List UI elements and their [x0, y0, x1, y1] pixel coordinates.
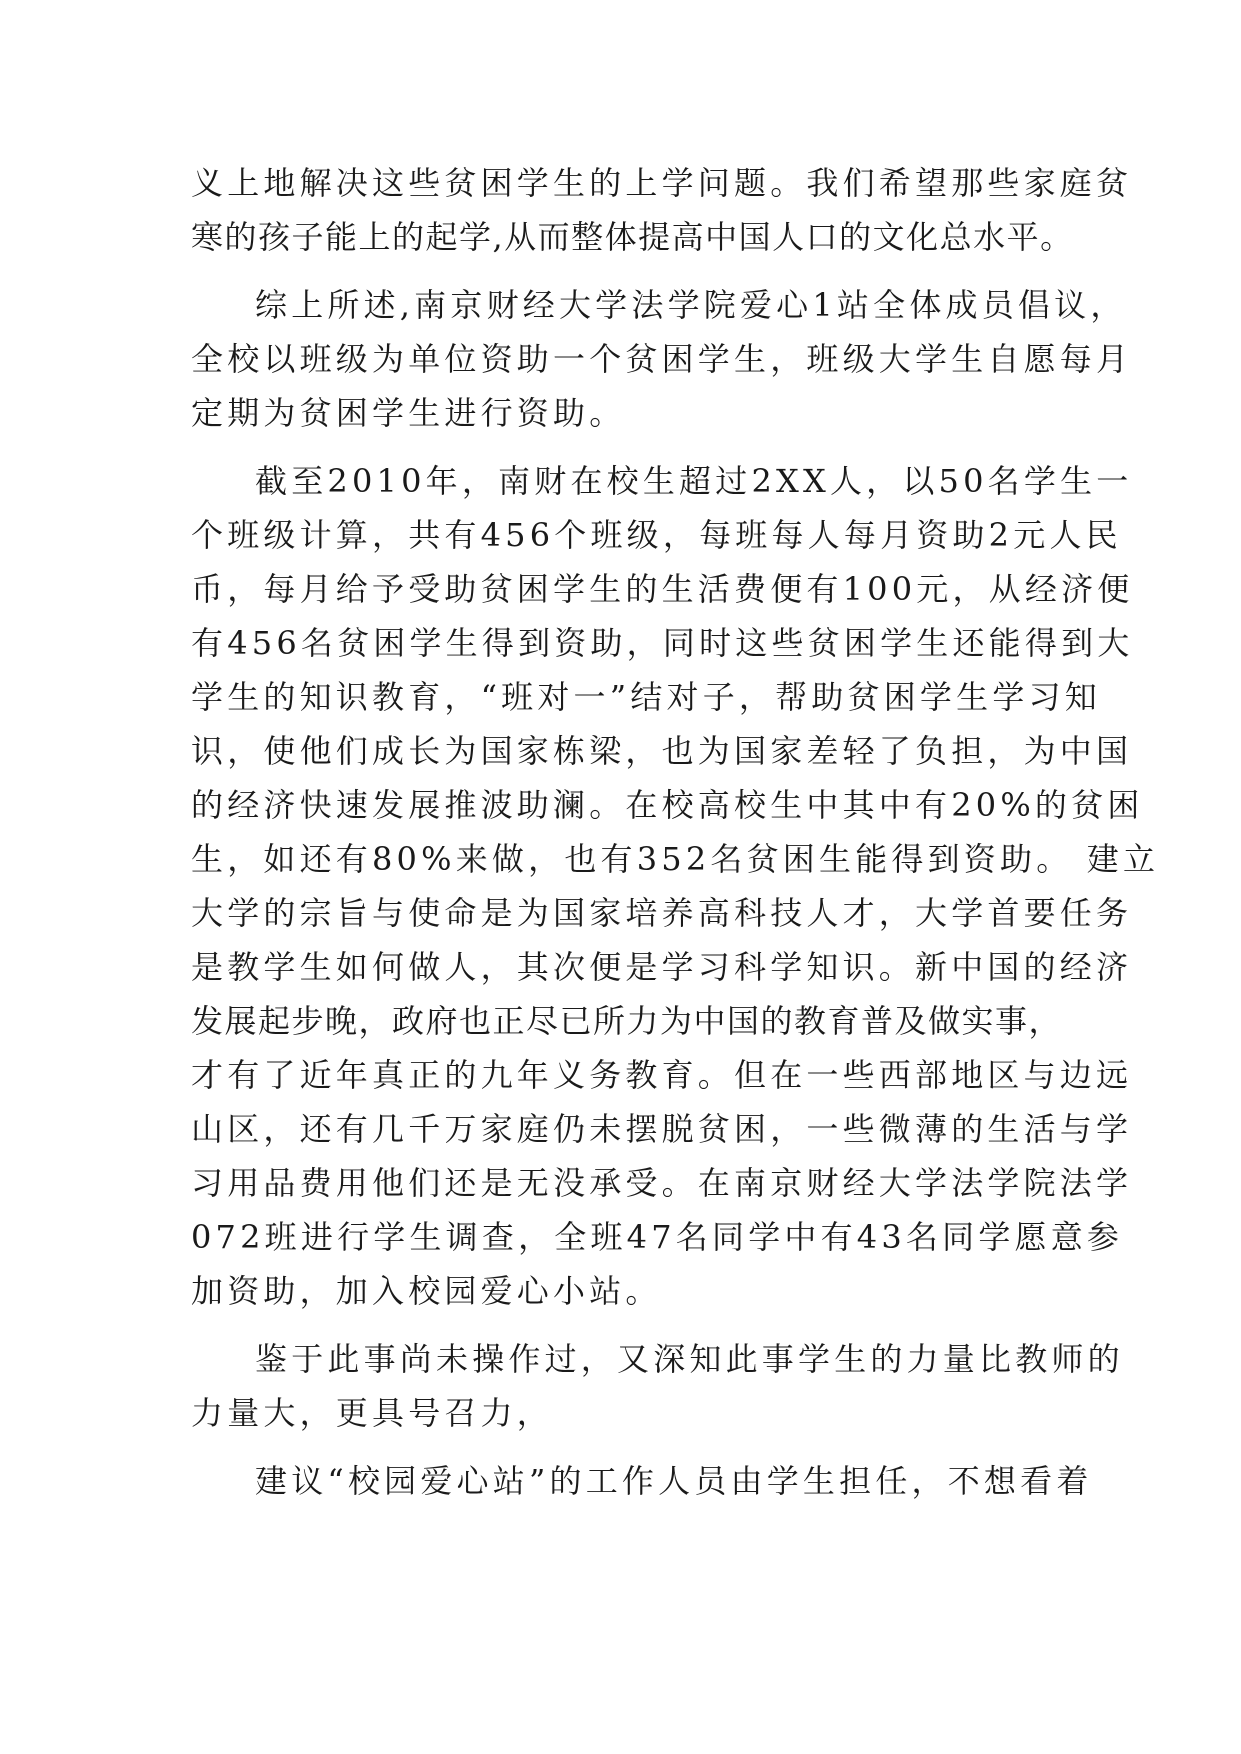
body-text [191, 156, 1160, 1508]
text-line: 学生的知识教育，“班对一”结对子，帮助贫困学生学习知 [191, 678, 1101, 716]
text-line: 币，每月给予受助贫困学生的生活费便有100元，从经济便 [191, 570, 1134, 608]
text-line: 072班进行学生调查，全班47名同学中有43名同学愿意参 [191, 1218, 1124, 1256]
text-line: 全校以班级为单位资助一个贫困学生，班级大学生自愿每月 [191, 340, 1133, 378]
text-line: 截至2010年，南财在校生超过2XX人，以50名学生一 [255, 462, 1133, 500]
text-line: 加资助，加入校园爱心小站。 [191, 1272, 662, 1310]
text-line: 才有了近年真正的九年义务教育。但在一些西部地区与边远 [191, 1056, 1133, 1094]
text-line: 定期为贫困学生进行资助。 [191, 394, 626, 432]
text-line: 力量大，更具号召力， [191, 1394, 554, 1432]
text-line: 山区，还有几千万家庭仍未摆脱贫困，一些微薄的生活与学 [191, 1110, 1133, 1148]
text-line: 综上所述,南京财经大学法学院爱心1站全体成员倡议， [255, 286, 1127, 324]
text-line: 寒的孩子能上的起学,从而整体提高中国人口的文化总水平。 [191, 218, 1074, 256]
text-line: 大学的宗旨与使命是为国家培养高科技人才，大学首要任务 [191, 894, 1133, 932]
text-line: 是教学生如何做人，其次便是学习科学知识。新中国的经济 [191, 948, 1133, 986]
text-line: 的经济快速发展推波助澜。在校高校生中其中有20%的贫困 [191, 786, 1144, 824]
text-line: 个班级计算，共有456个班级，每班每人每月资助2元人民 [191, 516, 1122, 554]
text-line: 习用品费用他们还是无没承受。在南京财经大学法学院法学 [191, 1164, 1133, 1202]
text-line: 建议“校园爱心站”的工作人员由学生担任，不想看着 [255, 1462, 1093, 1500]
text-line: 识，使他们成长为国家栋梁，也为国家差轻了负担，为中国 [191, 732, 1133, 770]
text-line: 生，如还有80%来做，也有352名贫困生能得到资助。 建立 [191, 840, 1160, 878]
text-line: 发展起步晚，政府也正尽已所力为中国的教育普及做实事， [191, 1002, 1063, 1040]
text-line: 鉴于此事尚未操作过，又深知此事学生的力量比教师的 [255, 1340, 1124, 1378]
text-line: 有456名贫困学生得到资助，同时这些贫困学生还能得到大 [191, 624, 1134, 662]
text-line: 义上地解决这些贫困学生的上学问题。我们希望那些家庭贫 [191, 164, 1133, 202]
